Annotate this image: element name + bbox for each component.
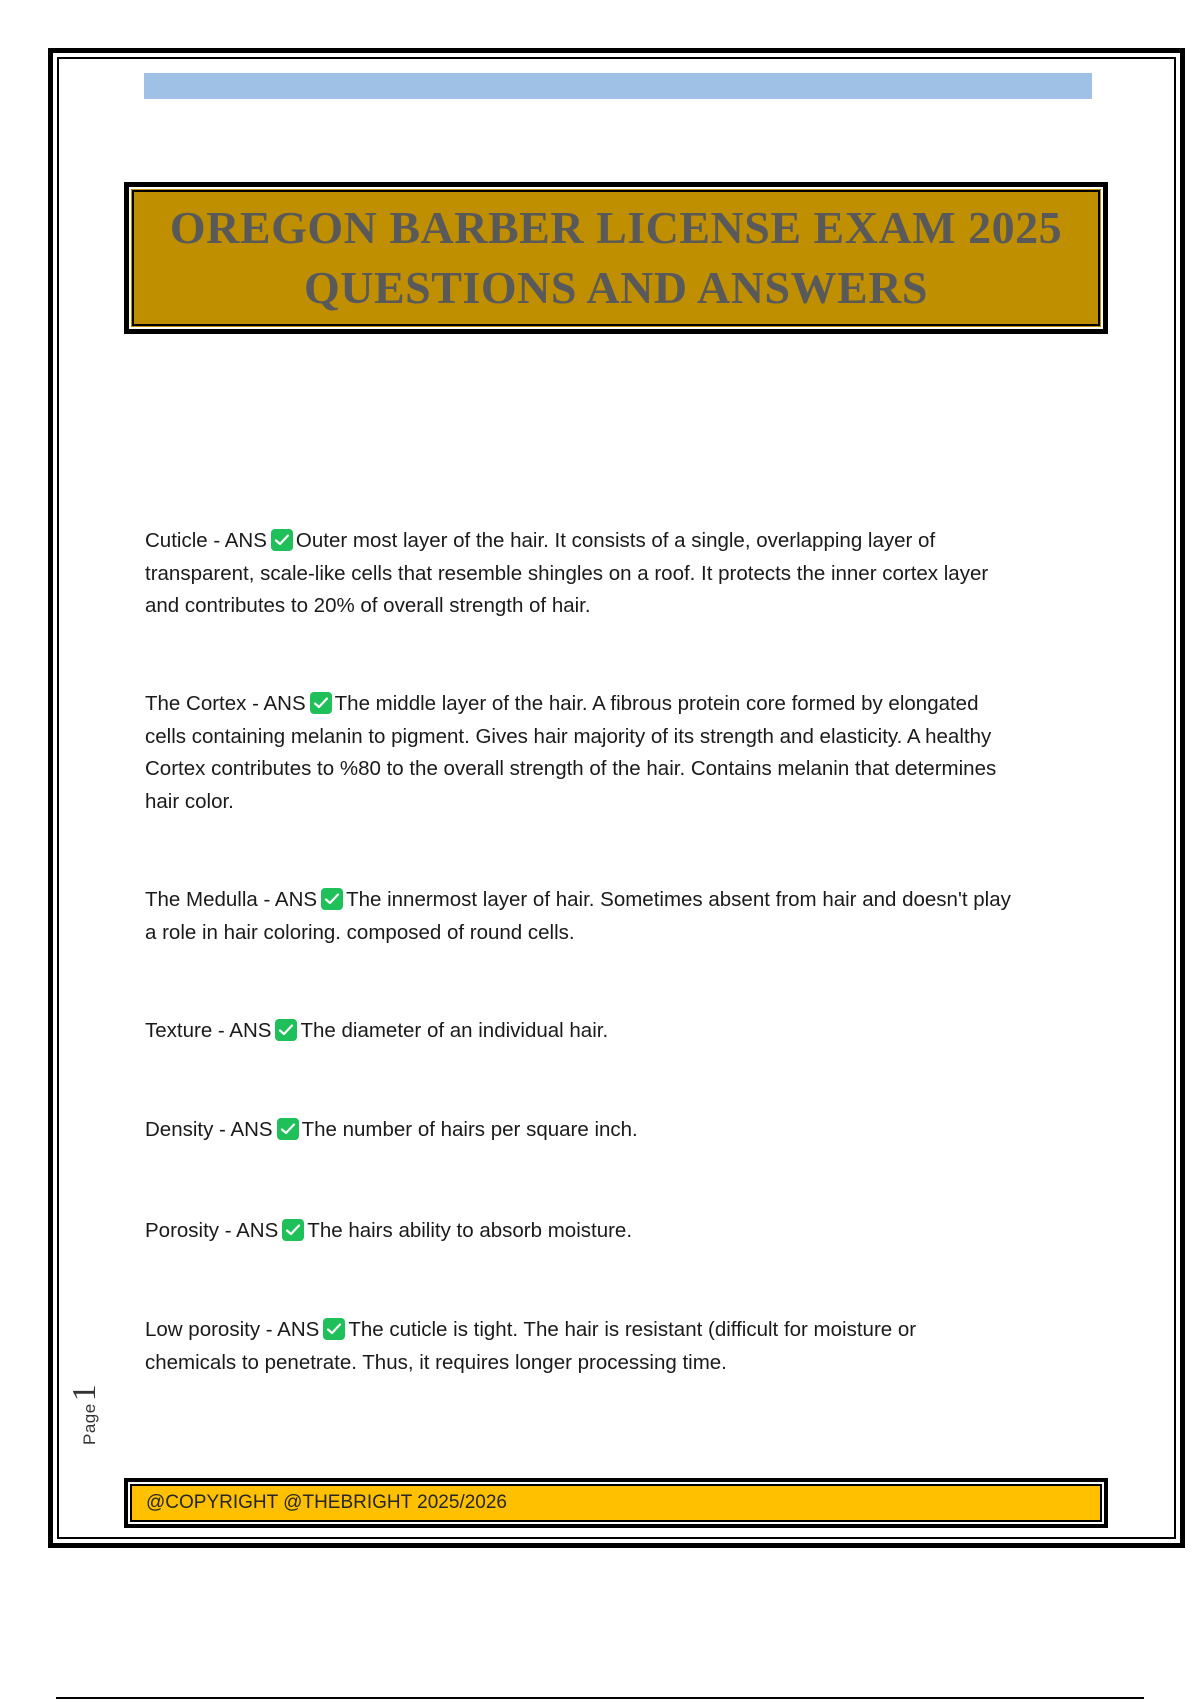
- page-word: Page: [80, 1403, 99, 1445]
- page-number-marker: [66, 1384, 104, 1445]
- qa-term: The Cortex - ANS: [145, 692, 306, 715]
- qa-answer-line: Outer most layer of the hair. It consists of a single, overlapping layer of: [295, 529, 936, 552]
- qa-item-texture: [145, 1015, 1095, 1048]
- check-box-icon: [321, 888, 343, 910]
- title-banner: [124, 182, 1108, 334]
- qa-answer-line: transparent, scale-like cells that resemble shingles on a roof. It protects the inner cortex layer: [145, 561, 989, 585]
- header-color-band: [144, 73, 1092, 99]
- document-title-line-1: OREGON BARBER LICENSE EXAM 2025: [169, 202, 1063, 253]
- qa-answer-line: chemicals to penetrate. Thus, it requires longer processing time.: [145, 1350, 727, 1374]
- qa-term: Low porosity - ANS: [145, 1318, 320, 1341]
- check-box-icon: [271, 529, 293, 551]
- qa-item-cuticle: [145, 525, 1095, 623]
- check-box-icon: [323, 1318, 345, 1340]
- footer-banner-fill: [128, 1482, 1104, 1524]
- copyright-text: @COPYRIGHT @THEBRIGHT 2025/2026: [146, 1492, 507, 1513]
- check-box-icon: [282, 1219, 304, 1241]
- qa-answer-line: cells containing melanin to pigment. Gives hair majority of its strength and elasticity. A healthy: [145, 724, 992, 748]
- qa-answer-line: The diameter of an individual hair.: [300, 1019, 609, 1042]
- qa-answer-line: The middle layer of the hair. A fibrous protein core formed by elongated: [334, 692, 979, 715]
- qa-answer-line: The innermost layer of hair. Sometimes absent from hair and doesn't play: [346, 888, 1011, 911]
- title-banner-fill: [129, 187, 1103, 329]
- qa-term: Porosity - ANS: [145, 1219, 279, 1242]
- qa-item-density: [145, 1114, 1095, 1147]
- qa-answer-line: and contributes to 20% of overall strength of hair.: [145, 594, 591, 617]
- qa-answer-line: Cortex contributes to %80 to the overall strength of the hair. Contains melanin that determines: [145, 757, 997, 780]
- footer-banner: [124, 1478, 1108, 1528]
- qa-item-porosity: [145, 1215, 1095, 1248]
- qa-answer-line: The cuticle is tight. The hair is resistant (difficult for moisture or: [348, 1318, 917, 1341]
- document-title-line-2: QUESTIONS AND ANSWERS: [303, 262, 929, 313]
- qa-term: Density - ANS: [145, 1118, 273, 1141]
- qa-item-low-porosity: [145, 1314, 1095, 1379]
- check-box-icon: [275, 1019, 297, 1041]
- check-box-icon: [310, 692, 332, 714]
- qa-term: The Medulla - ANS: [145, 888, 318, 911]
- qa-item-cortex: [145, 688, 1095, 818]
- qa-answer-line: hair color.: [145, 789, 234, 813]
- qa-answer-line: The hairs ability to absorb moisture.: [307, 1219, 633, 1242]
- bottom-divider: [56, 1697, 1144, 1699]
- check-box-icon: [277, 1118, 299, 1140]
- qa-term: Cuticle - ANS: [145, 529, 267, 552]
- qa-answer-line: a role in hair coloring. composed of round cells.: [145, 920, 575, 944]
- qa-term: Texture - ANS: [145, 1019, 272, 1042]
- page-number: 1: [66, 1384, 103, 1402]
- qa-item-medulla: [145, 884, 1095, 949]
- qa-answer-line: The number of hairs per square inch.: [301, 1118, 638, 1141]
